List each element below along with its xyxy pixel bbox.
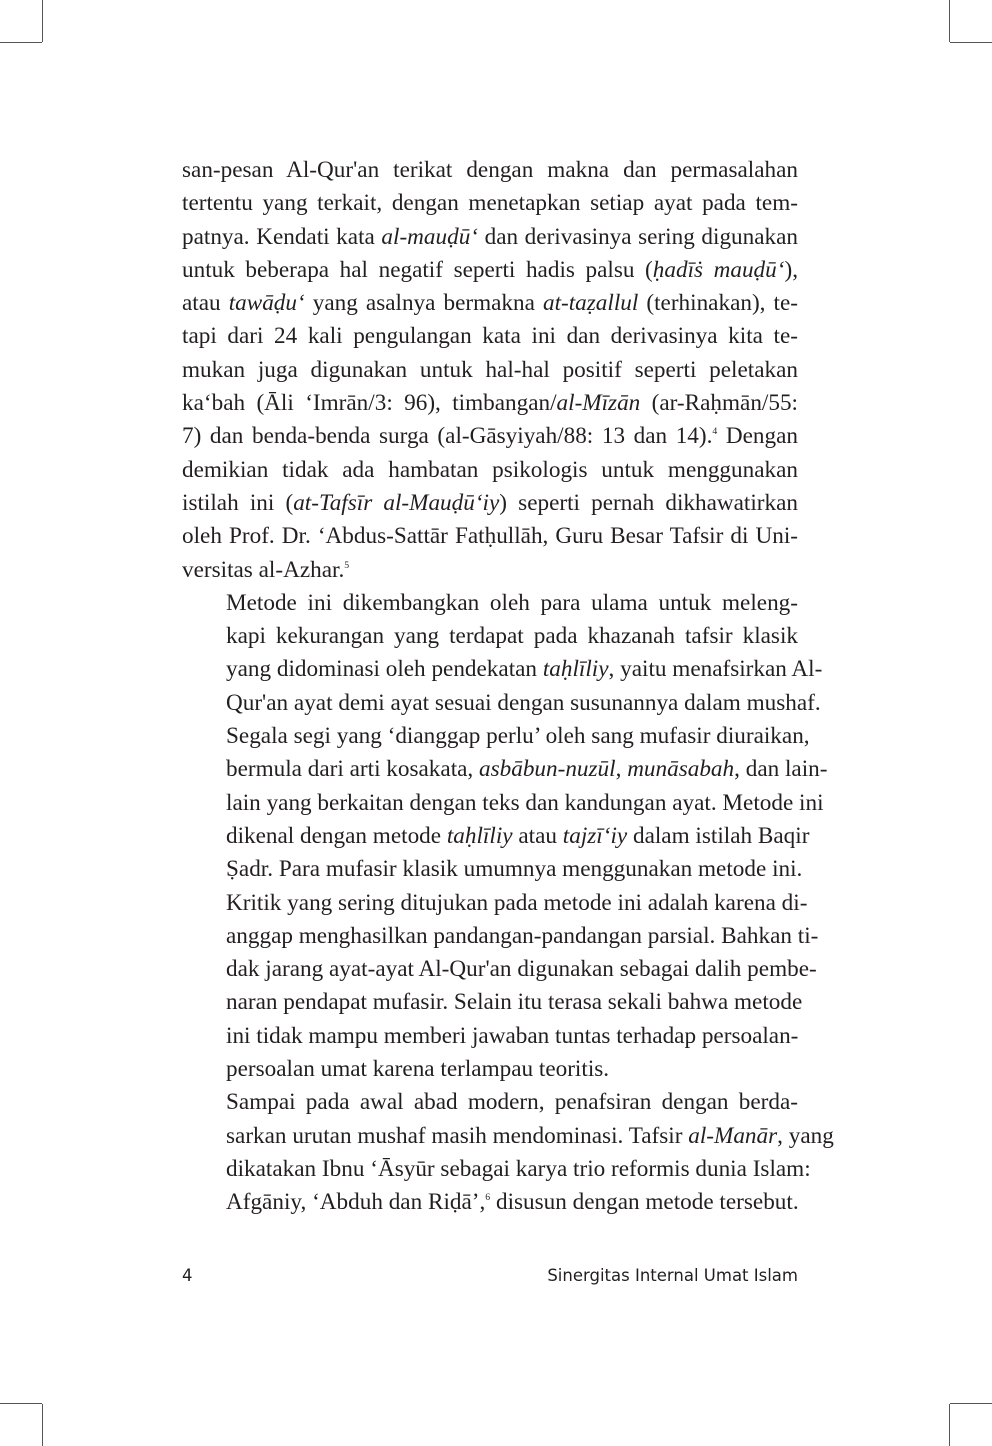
text-line [182, 920, 819, 953]
text-segment: yang didominasi oleh pendekatan [226, 656, 543, 683]
text-segment: san-pesan Al-Qur'an terikat dengan makna dan permasalahan [182, 157, 798, 183]
running-title: Sinergitas Internal Umat Islam [547, 1266, 798, 1285]
text-segment: dalam istilah Baqir [627, 822, 810, 849]
italic-term: taḥlīliy [542, 656, 609, 683]
text-line [182, 887, 808, 920]
text-segment: atau [512, 822, 563, 849]
text-segment: Afgāniy, ‘Abduh dan Riḍā’, [226, 1189, 486, 1216]
footnote-ref: 5 [344, 559, 350, 571]
crop-mark-bottom-left-v [42, 1404, 43, 1446]
page-footer [182, 1266, 798, 1290]
text-segment: dan derivasinya sering digunakan [478, 223, 798, 250]
text-segment: dikenal dengan metode [226, 822, 447, 849]
paragraph-2 [182, 587, 828, 1086]
footnote-ref: 6 [485, 1191, 491, 1203]
text-segment: ) seperti pernah dikhawatirkan [499, 489, 798, 516]
text-segment: istilah ini ( [182, 489, 294, 516]
text-line [182, 753, 828, 786]
footnote-ref: 4 [712, 426, 718, 438]
text-segment: (terhinakan), te- [638, 290, 798, 317]
text-segment: versitas al-Azhar. [182, 556, 345, 583]
text-segment: Metode ini dikembangkan oleh para ulama untuk meleng- [226, 589, 798, 616]
text-segment: 7) dan benda-benda surga (al-Gāsyiyah/88: 13 dan 14). [182, 423, 713, 450]
text-line [182, 1186, 798, 1219]
text-segment: kapi kekurangan yang terdapat pada khazanah tafsir klasik [226, 623, 798, 650]
crop-mark-top-left-v [42, 0, 43, 42]
text-line [182, 1120, 834, 1153]
text-line [182, 653, 823, 686]
text-line [182, 620, 798, 653]
italic-term: al-Manār [688, 1122, 778, 1149]
text-segment: , yaitu menafsirkan Al- [608, 656, 823, 683]
italic-term: al-mauḍū‘ [381, 223, 479, 250]
italic-term: at-taẓallul [542, 290, 639, 317]
text-segment: Kritik yang sering ditujukan pada metode ini adalah karena di- [226, 889, 808, 916]
text-line [182, 520, 798, 553]
text-segment: persoalan umat karena terlampau teoritis. [226, 1056, 610, 1083]
text-line [182, 687, 821, 720]
text-line [182, 454, 798, 487]
text-line [182, 720, 810, 753]
text-segment: yang asalnya bermakna [304, 290, 543, 317]
text-line [182, 221, 798, 254]
text-segment: lain yang berkaitan dengan teks dan kandungan ayat. Metode ini [226, 789, 824, 816]
text-line [182, 820, 810, 853]
text-segment: , [615, 756, 628, 783]
body-text [182, 154, 834, 1220]
text-segment: tapi dari 24 kali pengulangan kata ini dan derivasinya kita te- [182, 323, 798, 350]
text-segment: Segala segi yang ‘dianggap perlu’ oleh sang mufasir diuraikan, [226, 723, 810, 750]
text-segment: Sampai pada awal abad modern, penafsiran dengan berda- [226, 1089, 798, 1116]
text-segment: (ar-Raḥmān/55: [640, 390, 798, 417]
text-segment: dak jarang ayat-ayat Al-Qur'an digunakan sebagai dalih pembe- [226, 956, 817, 983]
text-segment: anggap menghasilkan pandangan-pandangan parsial. Bahkan ti- [226, 922, 819, 949]
crop-mark-bottom-right-h [950, 1403, 992, 1404]
text-segment: ), [784, 256, 798, 283]
italic-term: al-Mīzān [556, 390, 641, 417]
text-segment: mukan juga digunakan untuk hal-hal positif seperti peletakan [182, 356, 798, 383]
text-segment: demikian tidak ada hambatan psikologis untuk menggunakan [182, 456, 798, 483]
text-segment: patnya. Kendati kata [182, 223, 382, 250]
text-segment: Ṣadr. Para mufasir klasik umumnya menggunakan metode ini. [226, 856, 803, 883]
text-line [182, 853, 803, 886]
text-line [182, 587, 798, 620]
text-segment: Dengan [717, 423, 798, 450]
text-segment: dikatakan Ibnu ‘Āsyūr sebagai karya trio reformis dunia Islam: [226, 1155, 811, 1182]
text-line [182, 1020, 798, 1053]
text-line [182, 420, 798, 453]
italic-term: taḥlīliy [446, 822, 513, 849]
text-line [182, 787, 824, 820]
crop-mark-top-left-h [0, 42, 42, 43]
crop-mark-top-right-h [950, 42, 992, 43]
italic-term: munāsabah [627, 756, 735, 783]
text-segment: sarkan urutan mushaf masih mendominasi. Tafsir [226, 1122, 689, 1149]
text-line [182, 254, 798, 287]
text-line [182, 387, 798, 420]
text-line [182, 287, 798, 320]
italic-term: at-Tafsīr al-Mauḍū‘iy [293, 489, 500, 516]
text-line [182, 1153, 811, 1186]
text-line [182, 953, 817, 986]
text-segment: Qur'an ayat demi ayat sesuai dengan susunannya dalam mushaf. [226, 689, 821, 716]
text-segment: ka‘bah (Āli ‘Imrān/3: 96), timbangan/ [182, 390, 557, 417]
crop-mark-bottom-left-h [0, 1403, 42, 1404]
text-line [182, 354, 798, 387]
paragraph-1 [182, 154, 798, 587]
crop-mark-top-right-v [949, 0, 950, 42]
text-line [182, 986, 803, 1019]
italic-term: tajzī‘iy [562, 822, 628, 849]
text-segment: disusun dengan metode tersebut. [490, 1189, 799, 1216]
text-segment: tertentu yang terkait, dengan menetapkan setiap ayat pada tem- [182, 190, 798, 217]
text-segment: , dan lain- [734, 756, 828, 783]
text-line [182, 187, 798, 220]
italic-term: tawāḍu‘ [228, 290, 305, 317]
text-line [182, 487, 798, 520]
text-segment: untuk beberapa hal negatif seperti hadis palsu ( [182, 256, 653, 283]
text-line [182, 320, 798, 353]
crop-mark-bottom-right-v [949, 1404, 950, 1446]
text-segment: atau [182, 290, 229, 317]
page-number: 4 [182, 1266, 193, 1285]
text-segment: , yang [777, 1122, 834, 1149]
text-line [182, 154, 798, 187]
italic-term: ḥadīṡ mauḍū‘ [652, 256, 785, 283]
text-line [182, 1086, 798, 1119]
italic-term: asbābun-nuzūl [479, 756, 616, 783]
paragraph-3 [182, 1086, 834, 1219]
text-segment: bermula dari arti kosakata, [226, 756, 480, 783]
text-segment: naran pendapat mufasir. Selain itu terasa sekali bahwa metode [226, 989, 803, 1016]
text-segment: ini tidak mampu memberi jawaban tuntas terhadap persoalan- [226, 1022, 799, 1049]
text-line [182, 554, 798, 587]
text-segment: oleh Prof. Dr. ‘Abdus-Sattār Fatḥullāh, Guru Besar Tafsir di Uni- [182, 523, 798, 550]
text-line [182, 1053, 798, 1086]
